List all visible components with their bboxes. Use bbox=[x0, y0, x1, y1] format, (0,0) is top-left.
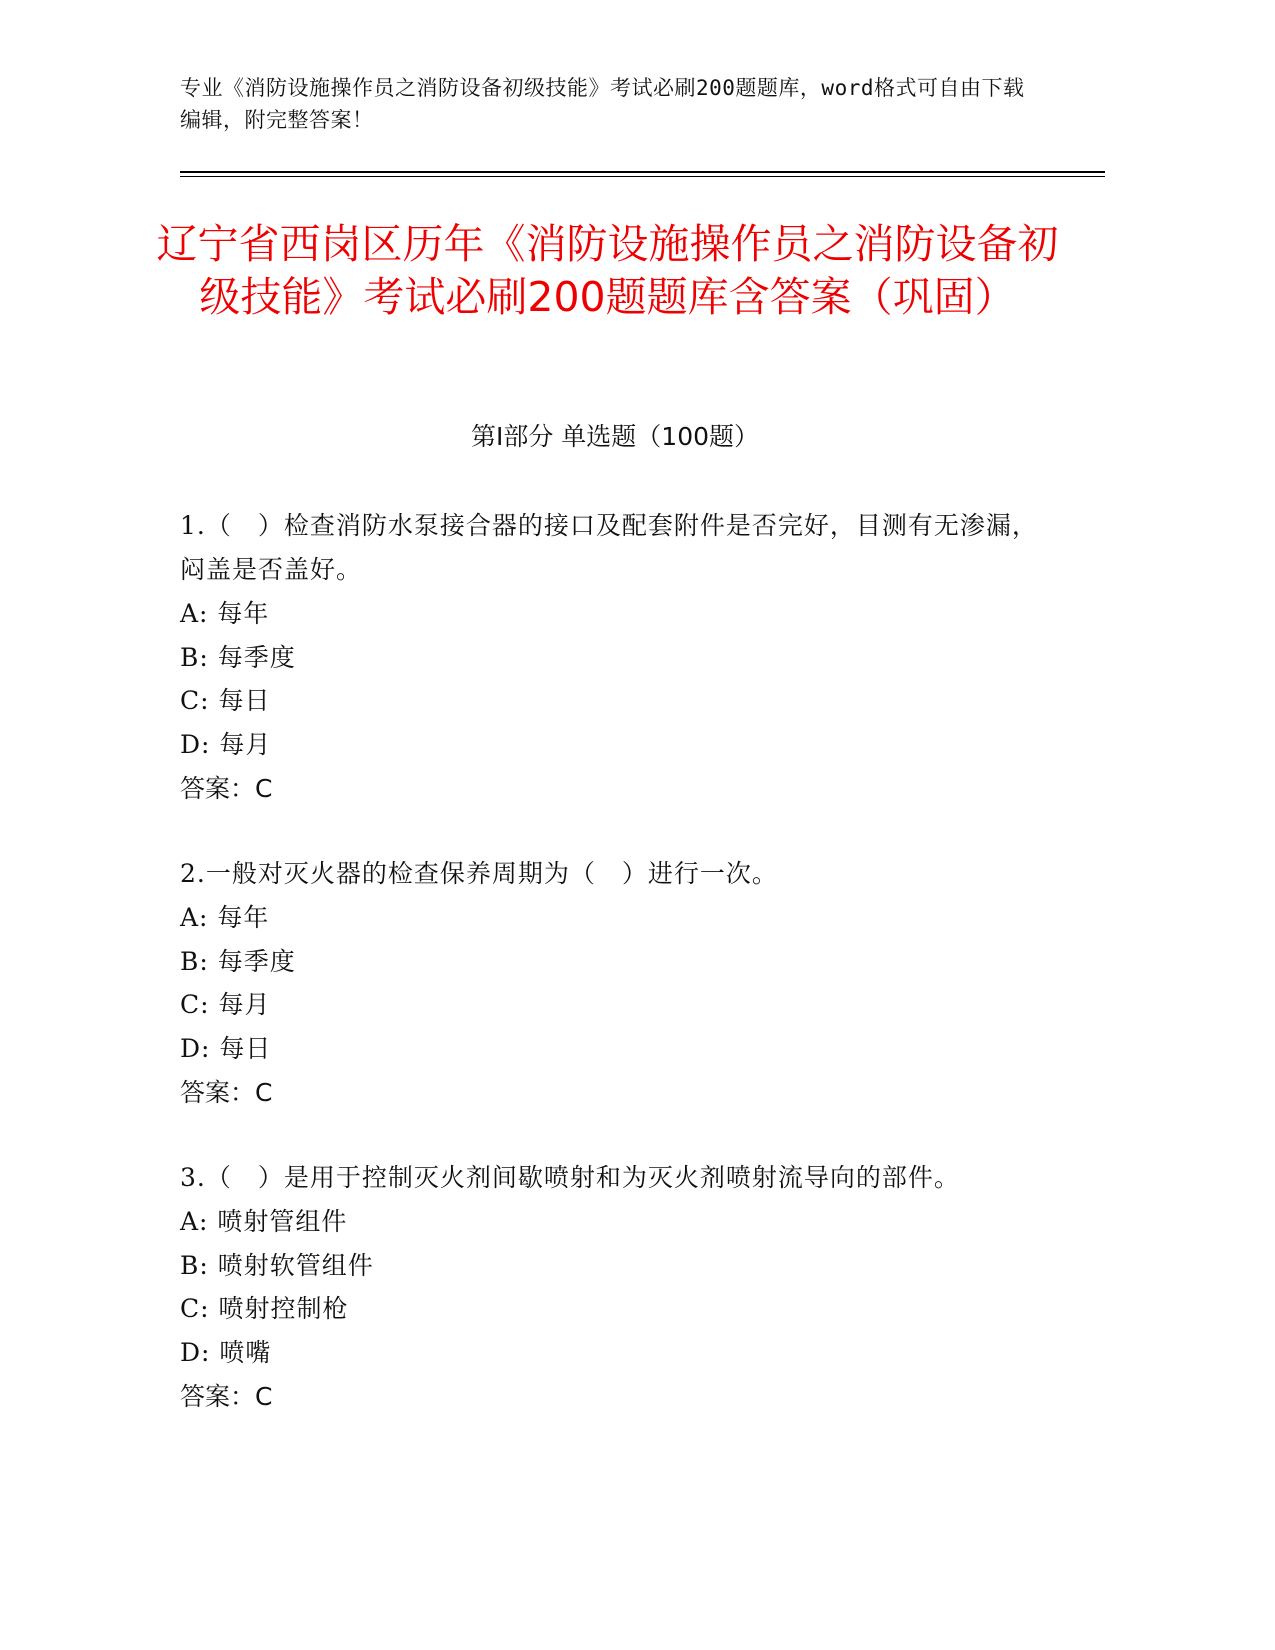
section-heading: 第Ⅰ部分 单选题（100题） bbox=[470, 422, 760, 451]
option-d: D: 每月 bbox=[180, 730, 272, 760]
header-divider-thick bbox=[180, 171, 1105, 173]
question-stem: 2.一般对灭火器的检查保养周期为（ ）进行一次。 bbox=[180, 859, 778, 888]
answer: 答案：C bbox=[180, 1381, 273, 1411]
question-stem: 1.（ ）检查消防水泵接合器的接口及配套附件是否完好，目测有无渗漏，闷盖是否盖好。 bbox=[180, 511, 1038, 584]
option-d: D: 每日 bbox=[180, 1034, 272, 1064]
header-note: 专业《消防设施操作员之消防设备初级技能》考试必刷200题题库，word格式可自由下载编辑，附完整答案！ bbox=[180, 76, 1025, 132]
question-2 bbox=[180, 852, 1040, 1115]
option-c: C: 每月 bbox=[180, 990, 271, 1020]
option-d: D: 喷嘴 bbox=[180, 1338, 272, 1368]
option-b: B: 每季度 bbox=[180, 642, 296, 672]
question-3 bbox=[180, 1156, 1040, 1419]
option-c: C: 喷射控制枪 bbox=[180, 1294, 349, 1324]
option-b: B: 喷射软管组件 bbox=[180, 1250, 374, 1280]
answer: 答案：C bbox=[180, 1077, 273, 1107]
option-a: A: 每年 bbox=[180, 903, 270, 932]
question-stem: 3.（ ）是用于控制灭火剂间歇喷射和为灭火剂喷射流导向的部件。 bbox=[180, 1163, 960, 1192]
header-divider-thin bbox=[180, 176, 1105, 177]
option-b: B: 每季度 bbox=[180, 946, 296, 976]
option-a: A: 喷射管组件 bbox=[180, 1207, 348, 1236]
document-title: 辽宁省西岗区历年《消防设施操作员之消防设备初级技能》考试必刷200题题库含答案（巩固） bbox=[156, 220, 1059, 321]
answer: 答案：C bbox=[180, 773, 273, 803]
option-a: A: 每年 bbox=[180, 599, 270, 628]
option-c: C: 每日 bbox=[180, 686, 271, 716]
question-1 bbox=[180, 504, 1040, 811]
